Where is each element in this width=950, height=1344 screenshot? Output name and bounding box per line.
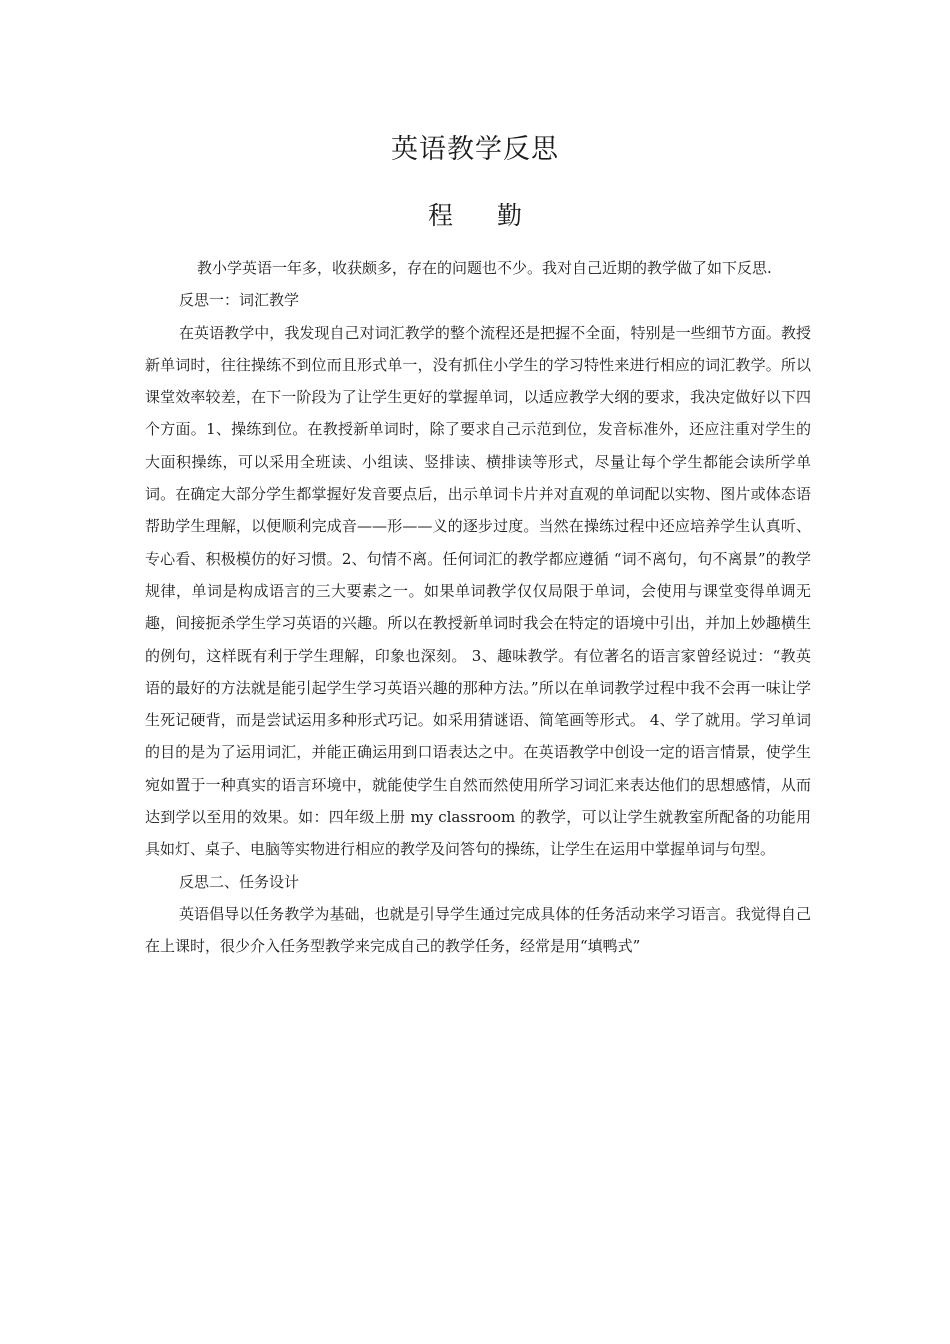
document-title: 英语教学反思 — [391, 134, 559, 165]
author-name: 程 勤 — [428, 201, 540, 230]
body-paragraph: 英语倡导以任务教学为基础，也就是引导学生通过完成具体的任务活动来学习语言。我觉得自己在上课时，很少介入任务型教学来完成自己的教学任务，经常是用“填鸭式” — [145, 904, 811, 956]
section-heading: 反思一：词汇教学 — [179, 291, 300, 310]
intro-paragraph: 教小学英语一年多，收获颇多，存在的问题也不少。我对自己近期的教学做了如下反思. — [197, 259, 772, 277]
document-body — [145, 252, 811, 963]
body-paragraph: 在英语教学中，我发现自己对词汇教学的整个流程还是把握不全面，特别是一些细节方面。教授新单词时，往往操练不到位而且形式单一，没有抓住小学生的学习特性来进行相应的词汇教学。所以课堂效率较差，在下一阶段为了让学生更好的掌握单词，以适应教学大纲的要求，我决定做好以下四个方面。1、操练到位。在教授新单词时，除了要求自己示范到位，发音标准外，还应注重对学生的大面积操练，可以采用全班读、小组读、竖排读、横排读等形式，尽量让每个学生都能会读所学单词。在确定大部分学生都掌握好发音要点后，出示单词卡片并对直观的单词配以实物、图片或体态语帮助学生理解，以便顺利完成音——形——义的逐步过度。当然在操练过程中还应培养学生认真听、专心看、积极模仿的好习惯。2、句情不离。任何词汇的教学都应遵循 “词不离句，句不离景”的教学规律，单词是构成语言的三大要素之一。如果单词教学仅仅局限于单词，会使用与课堂变得单调无趣，间接扼杀学生学习英语的兴趣。所以在教授新单词时我会在特定的语境中引出，并加上妙趣横生的例句，这样既有利于学生理解，印象也深刻。 3、趣味教学。有位著名的语言家曾经说过：“教英语的最好的方法就是能引起学生学习英语兴趣的那种方法。”所以在单词教学过程中我不会再一味让学生死记硬背，而是尝试运用多种形式巧记。如采用猜谜语、简笔画等形式。 4、学了就用。学习单词的目的是为了运用词汇，并能正确运用到口语表达之中。在英语教学中创设一定的语言情景，使学生宛如置于一种真实的语言环境中，就能使学生自然而然使用所学习词汇来表达他们的思想感情，从而达到学以至用的效果。如：四年级上册 my classroom 的教学，可以让学生就教室所配备的功能用具如灯、桌子、电脑等实物进行相应的教学及问答句的操练，让学生在运用中掌握单词与句型。 — [145, 323, 811, 859]
section-heading: 反思二、任务设计 — [179, 872, 300, 891]
